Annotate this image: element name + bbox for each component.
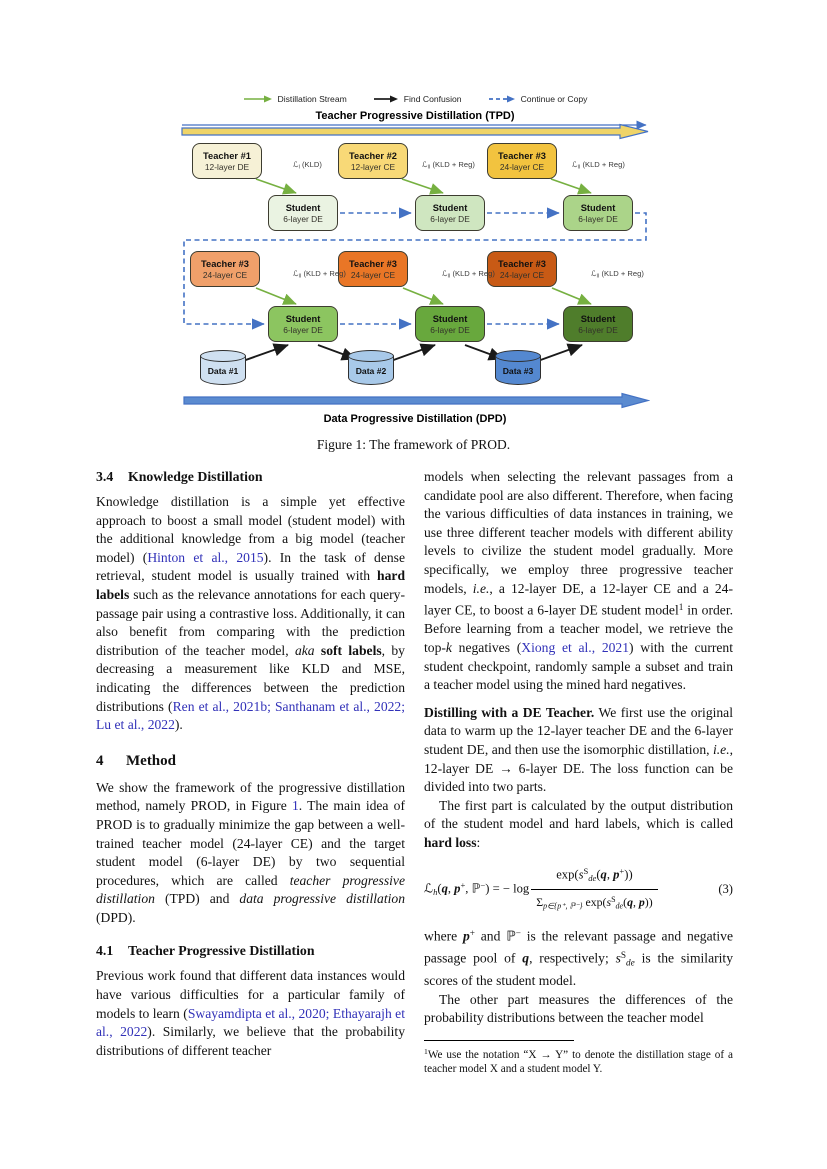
teacher-2-title: Teacher #2 <box>349 150 397 161</box>
teacher-3a-title: Teacher #3 <box>201 258 249 269</box>
heading-3-4 <box>96 468 405 485</box>
text-segment: such as the relevance annotations for each query-passage pair using a contrastive loss. Additionally, it can also benefit from comparing with the prediction distribution of the teacher model, <box>96 586 405 658</box>
heading-title: Knowledge Distillation <box>128 469 263 484</box>
text-segment: i.e. <box>712 741 730 757</box>
text-segment: S <box>611 894 616 904</box>
text-segment: ) with the current student checkpoint, randomly sample a subset and train a teacher model using the mined hard negatives. <box>424 639 733 693</box>
citation-link[interactable]: Ren et al., 2021b; Santhanam et al., 2022; Lu et al., 2022 <box>96 698 406 733</box>
text-segment: ( <box>596 867 601 882</box>
footnote-1 <box>424 1045 733 1077</box>
teacher-3a-subtitle: 24-layer CE <box>202 269 248 280</box>
teacher-3a-box <box>190 251 260 287</box>
text-segment: ). <box>174 717 183 733</box>
text-segment: soft labels <box>320 642 382 658</box>
text-segment: , <box>465 881 472 896</box>
text-segment: , 12-layer DE → 6-layer DE. The loss function can be divided into two parts. <box>424 741 733 795</box>
text-segment: where <box>424 928 463 944</box>
teacher-3c-box <box>487 251 557 287</box>
text-segment: 1 <box>424 1046 428 1056</box>
text-segment: , respectively; <box>529 950 616 966</box>
cylinder-top <box>348 350 394 362</box>
green-arrow-icon <box>243 94 273 104</box>
student-title: Student <box>285 313 321 324</box>
legend-label: Find Confusion <box>403 94 462 104</box>
student-subtitle: 6-layer DE <box>578 213 618 224</box>
data-2-label: Data #2 <box>355 366 387 376</box>
loss-label-1 <box>293 160 322 171</box>
text-segment: ℒ <box>591 269 597 278</box>
text-segment: )) <box>624 867 633 882</box>
text-segment: , by decreasing a measurement like KLD and MSE, indicating the differences between the prediction distributions ( <box>96 642 405 714</box>
text-segment: ℒ <box>293 269 299 278</box>
text-segment: models when selecting the relevant passages from a candidate pool are also different. Therefore, when facing the various difficulties of data instances in training, we use three different teacher models with different ability levels to civilize the student model gradually. More specifically, we employ three progressive teacher models, <box>424 469 733 596</box>
text-segment: We show the framework of the progressive distillation method, namely PROD, in Figure <box>96 779 405 814</box>
text-segment: (KLD + Reg) <box>450 269 495 278</box>
text-segment: 1 <box>678 602 684 613</box>
text-segment: II <box>298 273 302 280</box>
student-subtitle: 6-layer DE <box>430 213 470 224</box>
legend-item-distillation-stream <box>243 94 347 104</box>
text-segment: p <box>454 881 461 896</box>
cylinder-top <box>495 350 541 362</box>
student-subtitle: 6-layer DE <box>578 324 618 335</box>
text-segment: S <box>583 866 589 877</box>
text-segment: and <box>475 928 507 944</box>
student-row2-box-3 <box>563 306 633 342</box>
student-title: Student <box>580 202 616 213</box>
heading-number: 4.1 <box>96 943 114 959</box>
text-segment: in order. Before learning from a teacher model, we retrieve the top- <box>424 602 733 655</box>
text-segment: is the relevant passage and negative passage pool of <box>424 928 733 966</box>
text-segment: k <box>445 639 452 655</box>
loss-label-5 <box>442 269 495 280</box>
student-subtitle: 6-layer DE <box>283 213 323 224</box>
text-segment: (KLD + Reg) <box>580 160 625 169</box>
text-segment: (KLD + Reg) <box>301 269 346 278</box>
student-row2-box-2 <box>415 306 485 342</box>
loss-label-4 <box>293 269 346 280</box>
text-segment: ℒ <box>424 881 434 896</box>
student-title: Student <box>432 202 468 213</box>
text-segment: S <box>620 950 627 961</box>
equation-number: (3) <box>718 881 733 896</box>
heading-number: 4 <box>96 752 104 769</box>
legend-item-find-confusion <box>373 94 462 104</box>
data-3-label: Data #3 <box>502 366 534 376</box>
paragraph-other-part <box>424 991 733 1028</box>
text-segment: data progressive distillation <box>239 891 405 907</box>
text-segment: s <box>578 867 584 882</box>
text-segment: (KLD) <box>299 160 322 169</box>
text-segment: )) <box>644 894 653 909</box>
teacher-3b-title: Teacher #3 <box>349 258 397 269</box>
text-segment: ). Similarly, we believe that the probability distributions of different teacher <box>96 1024 406 1058</box>
teacher-3c-title: Teacher #3 <box>498 258 546 269</box>
equation-fraction <box>531 862 657 915</box>
blue-dashed-arrow-icon <box>488 94 516 104</box>
heading-title: Method <box>126 752 176 769</box>
text-segment: ℒ <box>442 269 448 278</box>
student-title: Student <box>285 202 321 213</box>
text-segment: q <box>627 894 633 909</box>
student-title: Student <box>432 313 468 324</box>
tpd-title: Teacher Progressive Distillation (TPD) <box>315 110 515 122</box>
text-segment: II <box>596 273 600 280</box>
footnote-rule <box>424 1040 574 1041</box>
text-segment: ℒ <box>293 160 299 169</box>
text-segment: hard labels <box>96 568 405 602</box>
student-row1-box-3 <box>563 195 633 231</box>
figure-legend <box>180 94 650 104</box>
student-subtitle: 6-layer DE <box>430 324 470 335</box>
loss-label-3 <box>572 160 625 171</box>
paragraph-knowledge-distillation <box>96 493 405 735</box>
text-segment: The other part measures the differences of the probability distributions between the teacher model <box>424 991 733 1026</box>
text-segment: aka <box>294 642 315 658</box>
text-segment: negatives ( <box>451 639 522 655</box>
equation-numerator <box>531 862 657 888</box>
text-segment: The first part is calculated by the output distribution of the student model and hard labels, which is called <box>424 797 733 832</box>
text-segment: ( <box>623 894 628 909</box>
paragraph-method-overview <box>96 779 405 928</box>
text-segment: q <box>600 867 607 882</box>
text-segment: de <box>615 901 624 911</box>
text-segment: , <box>632 894 639 909</box>
text-segment: ( <box>437 881 442 896</box>
paragraph-previous-work <box>96 967 405 1060</box>
text-segment: : <box>476 834 481 850</box>
paragraph-distilling-de-teacher <box>424 704 733 797</box>
text-segment: , <box>606 867 614 882</box>
text-segment: (KLD + Reg) <box>599 269 644 278</box>
teacher-3c-subtitle: 24-layer CE <box>499 269 545 280</box>
citation-link[interactable]: 1 <box>291 798 299 814</box>
text-segment: ) = − log <box>485 881 530 896</box>
text-segment: p <box>613 867 620 882</box>
text-segment: + <box>619 866 625 877</box>
text-segment: I <box>298 164 300 171</box>
equation-denominator <box>531 889 657 916</box>
text-segment: II <box>427 164 431 171</box>
text-segment: , <box>447 881 455 896</box>
paragraph-teachers-continuation <box>424 468 733 695</box>
text-segment: , a 12-layer DE, a 12-layer CE and a 24-layer CE, to boost a 6-layer DE student model <box>424 580 733 618</box>
text-segment: ). In the task of dense retrieval, student model is usually trained with <box>96 549 405 584</box>
text-segment: s <box>606 894 612 909</box>
student-row1-box-2 <box>415 195 485 231</box>
text-segment: (TPD) and <box>154 891 240 907</box>
figure-1 <box>180 88 650 435</box>
text-segment: ℙ <box>506 928 516 944</box>
teacher-2-box <box>338 143 408 179</box>
black-arrow-icon <box>373 94 399 104</box>
heading-4-1 <box>96 942 405 959</box>
text-segment: ℒ <box>422 160 428 169</box>
text-segment: exp( <box>582 894 607 909</box>
teacher-3b-subtitle: 24-layer CE <box>350 269 396 280</box>
legend-label: Distillation Stream <box>277 94 347 104</box>
dpd-title: Data Progressive Distillation (DPD) <box>323 413 507 425</box>
cylinder-top <box>200 350 246 362</box>
text-segment: i.e. <box>472 580 490 596</box>
text-segment: − <box>515 927 521 938</box>
loss-label-2 <box>422 160 475 171</box>
text-segment: Knowledge distillation is a simple yet effective approach to boost a small model (student model) with the additional knowledge from a big model (teacher model) ( <box>96 494 405 565</box>
text-segment: teacher progressive distillation <box>96 872 405 907</box>
data-1-label: Data #1 <box>207 366 239 376</box>
teacher-2-subtitle: 12-layer CE <box>350 161 396 172</box>
text-segment: Previous work found that different data instances would have various difficulties for a particular family of models to learn ( <box>96 968 405 1021</box>
teacher-1-title: Teacher #1 <box>203 150 251 161</box>
figure-caption: Figure 1: The framework of PROD. <box>316 437 511 452</box>
text-segment: hard loss <box>424 834 477 850</box>
text-segment: (DPD). <box>96 909 136 925</box>
text-segment: Distilling with a DE Teacher. <box>424 704 595 720</box>
text-segment: p∈{p⁺, ℙ⁻} <box>543 901 583 911</box>
right-column <box>424 468 733 1077</box>
text-segment: exp( <box>556 867 579 882</box>
teacher-3b-box <box>338 251 408 287</box>
text-segment: p <box>462 928 470 944</box>
text-segment: + <box>469 927 475 938</box>
legend-label: Continue or Copy <box>520 94 588 104</box>
text-segment: p <box>638 894 645 909</box>
teacher-3-subtitle: 24-layer CE <box>499 161 545 172</box>
teacher-3-title: Teacher #3 <box>498 150 546 161</box>
text-segment: is the similarity scores of the student model. <box>424 950 733 989</box>
teacher-1-subtitle: 12-layer DE <box>204 161 250 172</box>
teacher-3-box <box>487 143 557 179</box>
text-segment: Σ <box>536 894 544 909</box>
teacher-1-box <box>192 143 262 179</box>
heading-title: Teacher Progressive Distillation <box>128 943 315 959</box>
equation-lhs <box>424 876 529 901</box>
text-segment: II <box>577 164 581 171</box>
data-2-cylinder <box>348 350 394 390</box>
citation-link[interactable]: Xiong et al., 2021 <box>521 639 630 655</box>
text-segment: (KLD + Reg) <box>430 160 475 169</box>
paragraph-first-part <box>424 797 733 853</box>
text-segment: ℒ <box>572 160 578 169</box>
student-title: Student <box>580 313 616 324</box>
paragraph-where <box>424 924 733 991</box>
text-segment: de <box>626 957 635 968</box>
left-column <box>96 468 405 1060</box>
text-segment: ℙ <box>471 881 481 896</box>
text-segment: II <box>447 273 451 280</box>
text-segment: . The main idea of PROD is to gradually minimize the gap between a well-trained teacher model (24-layer CE) and the target student model (6-layer DE) by two sequential procedures, which are called <box>96 798 405 888</box>
heading-number: 3.4 <box>96 469 114 484</box>
text-segment: We first use the original data to warm up the 12-layer teacher DE and the 6-layer student DE, and then use the isomorphic distillation, <box>424 704 733 757</box>
student-subtitle: 6-layer DE <box>283 324 323 335</box>
loss-label-6 <box>591 269 644 280</box>
text-segment: s <box>615 950 621 966</box>
text-segment: de <box>588 873 597 884</box>
legend-item-continue-or-copy <box>488 94 588 104</box>
data-3-cylinder <box>495 350 541 390</box>
equation-3 <box>424 862 733 915</box>
heading-4 <box>96 752 405 770</box>
text-segment: We use the notation “X → Y” to denote the distillation stage of a teacher model X and a student model Y. <box>424 1048 733 1076</box>
text-segment: q <box>522 950 530 966</box>
student-row2-box-1 <box>268 306 338 342</box>
student-row1-box-1 <box>268 195 338 231</box>
text-segment: − <box>480 880 486 891</box>
citation-link[interactable]: Hinton et al., 2015 <box>147 549 264 565</box>
citation-link[interactable]: Swayamdipta et al., 2020; Ethayarajh et al., 2022 <box>96 1005 405 1040</box>
text-segment: h <box>433 887 438 898</box>
data-1-cylinder <box>200 350 246 390</box>
text-segment: + <box>460 880 466 891</box>
text-segment: q <box>441 881 448 896</box>
